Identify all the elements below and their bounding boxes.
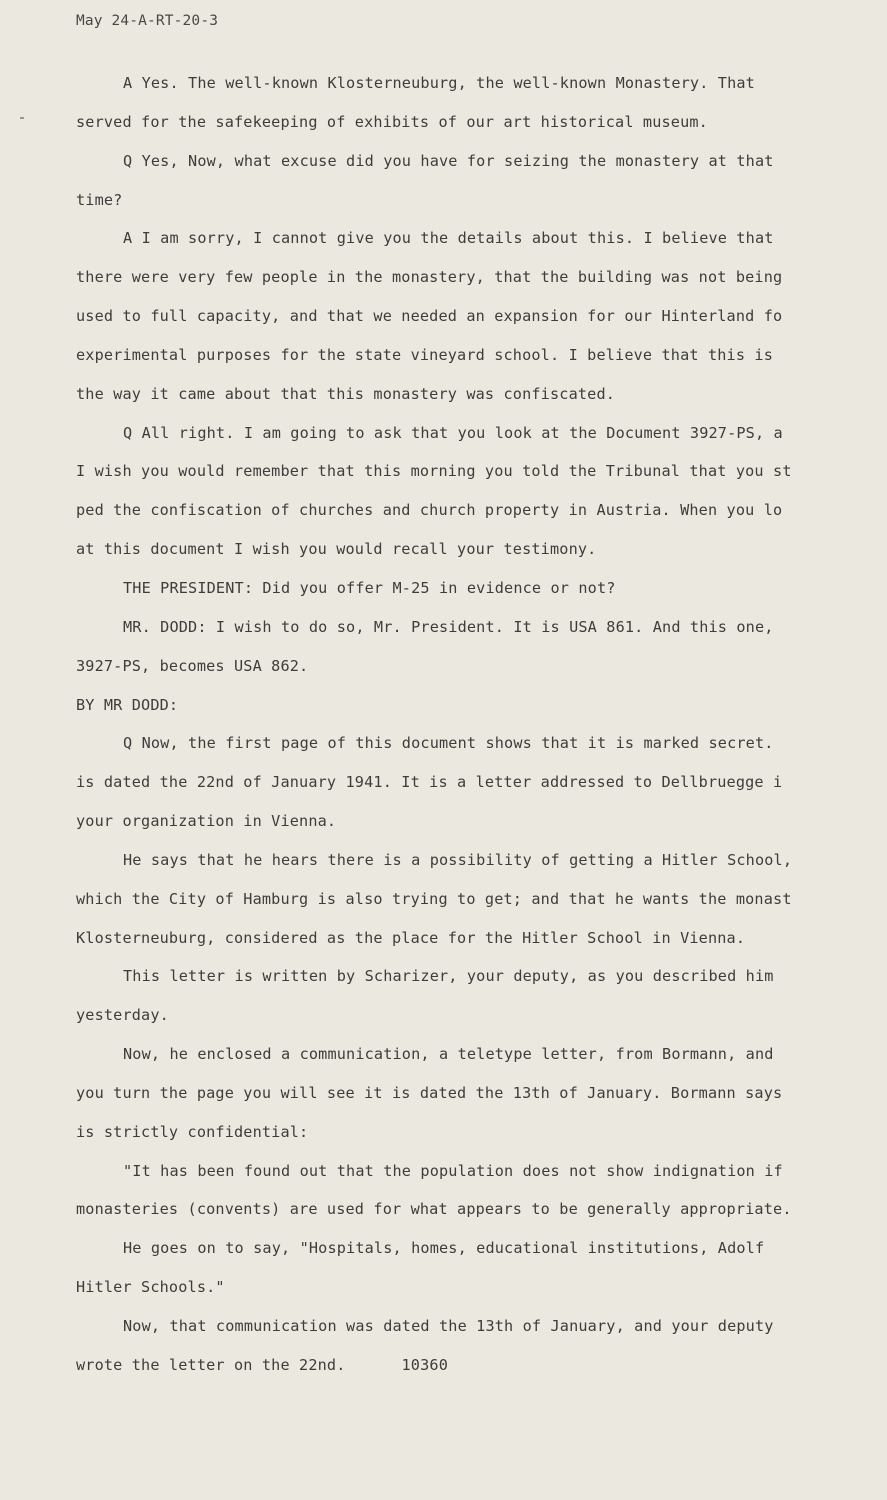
text-line: MR. DODD: I wish to do so, Mr. President. It is USA 861. And this one,	[123, 617, 774, 636]
transcript-body	[76, 64, 821, 1385]
text-line: He says that he hears there is a possibility of getting a Hitler School,	[123, 850, 793, 869]
text-line: "It has been found out that the population does not show indignation if	[123, 1161, 783, 1180]
text-line: A I am sorry, I cannot give you the details about this. I believe that	[123, 229, 774, 248]
text-line: He goes on to say, "Hospitals, homes, educational institutions, Adolf	[123, 1239, 765, 1258]
text-line: ped the confiscation of churches and church property in Austria. When you lo	[76, 501, 783, 520]
text-line: Q All right. I am going to ask that you look at the Document 3927-PS, a	[123, 423, 783, 442]
text-line: THE PRESIDENT: Did you offer M-25 in evidence or not?	[123, 578, 616, 597]
text-line: experimental purposes for the state vineyard school. I believe that this is	[76, 345, 774, 364]
text-line: is dated the 22nd of January 1941. It is a letter addressed to Dellbruegge i	[76, 773, 783, 792]
text-line: I wish you would remember that this morning you told the Tribunal that you st	[76, 462, 792, 481]
text-line: Hitler Schools."	[76, 1278, 225, 1297]
text-line: Now, he enclosed a communication, a teletype letter, from Bormann, and	[123, 1045, 774, 1064]
text-line: time?	[76, 190, 123, 209]
text-line: is strictly confidential:	[76, 1122, 309, 1141]
text-line: the way it came about that this monastery was confiscated.	[76, 384, 616, 403]
page-number: 10360	[401, 1355, 448, 1374]
text-line: there were very few people in the monastery, that the building was not being	[76, 268, 783, 287]
text-line: which the City of Hamburg is also trying to get; and that he wants the monast	[76, 889, 792, 908]
text-line: Klosterneuburg, considered as the place for the Hitler School in Vienna.	[76, 928, 746, 947]
text-line: your organization in Vienna.	[76, 812, 337, 831]
margin-mark	[20, 117, 24, 119]
text-line-content: wrote the letter on the 22nd.	[76, 1355, 346, 1374]
text-line: at this document I wish you would recall your testimony.	[76, 540, 597, 559]
text-line: used to full capacity, and that we needed an expansion for our Hinterland fo	[76, 307, 783, 326]
text-line: A Yes. The well-known Klosterneuburg, the well-known Monastery. That	[123, 74, 755, 92]
text-line	[76, 1346, 821, 1385]
text-line: This letter is written by Scharizer, your deputy, as you described him	[123, 967, 774, 986]
text-line: monasteries (convents) are used for what appears to be generally appropriate.	[76, 1200, 792, 1219]
text-line: Q Yes, Now, what excuse did you have for seizing the monastery at that	[123, 151, 774, 170]
text-line: served for the safekeeping of exhibits of our art historical museum.	[76, 112, 708, 131]
page-header: May 24-A-RT-20-3	[76, 13, 219, 29]
text-line: 3927-PS, becomes USA 862.	[76, 656, 309, 675]
text-line: yesterday.	[76, 1006, 169, 1025]
text-line: Q Now, the first page of this document shows that it is marked secret.	[123, 734, 774, 753]
text-line: BY MR DODD:	[76, 695, 179, 714]
text-line: you turn the page you will see it is dated the 13th of January. Bormann says	[76, 1083, 783, 1102]
text-line: Now, that communication was dated the 13th of January, and your deputy	[123, 1317, 774, 1335]
